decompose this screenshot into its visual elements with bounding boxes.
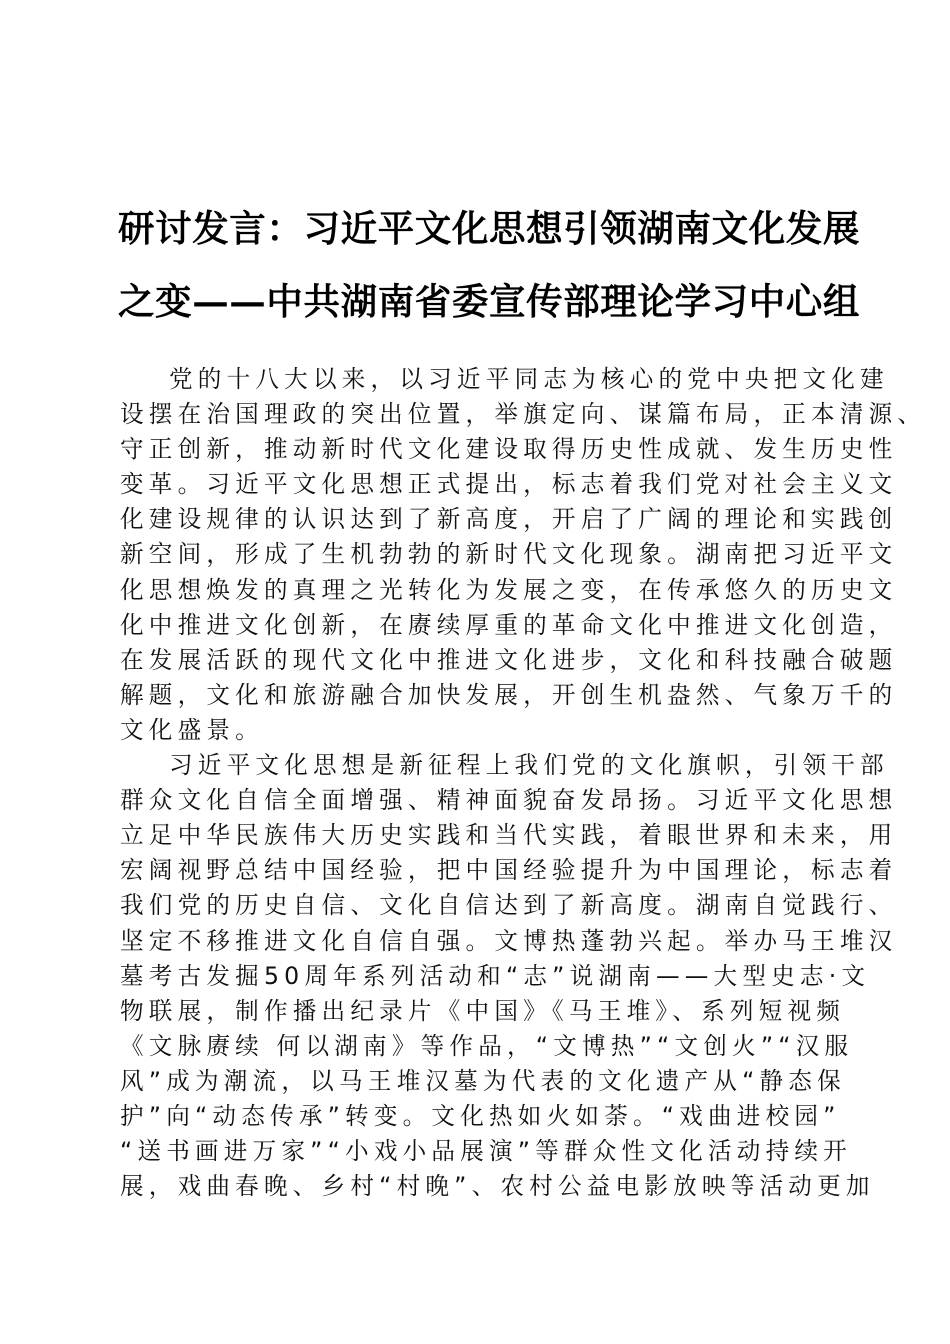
text-line: 墓考古发掘50周年系列活动和“志”说湖南——大型史志·文 [120,961,871,990]
text-line: 宏阔视野总结中国经验，把中国经验提升为中国理论，标志着 [120,856,898,885]
text-line: 化建设规律的认识达到了新高度，开启了广阔的理论和实践创 [120,505,898,534]
title-line-2: 之变——中共湖南省委宣传部理论学习中心组 [118,280,860,323]
text-line: 群众文化自信全面增强、精神面貌奋发昂扬。习近平文化思想 [120,786,898,815]
text-line: 党的十八大以来，以习近平同志为核心的党中央把文化建 [169,365,889,393]
text-line: 守正创新，推动新时代文化建设取得历史性成就、发生历史性 [120,435,898,464]
text-line: 立足中华民族伟大历史实践和当代实践，着眼世界和未来，用 [120,821,898,850]
text-line: 文化盛景。 [120,715,264,744]
text-line: 《文脉赓续 何以湖南》等作品，“文博热”“文创火”“汉服 [120,1031,854,1060]
text-line: 护”向“动态传承”转变。文化热如火如荼。“戏曲进校园” [120,1101,841,1130]
title-line-1: 研讨发言：习近平文化思想引领湖南文化发展 [118,207,860,250]
text-line: 化中推进文化创新，在赓续厚重的革命文化中推进文化创造， [120,610,898,639]
text-line: 习近平文化思想是新征程上我们党的文化旗帜，引领干部 [169,751,889,780]
text-line: 变革。习近平文化思想正式提出，标志着我们党对社会主义文 [120,470,898,499]
text-line: 坚定不移推进文化自信自强。文博热蓬勃兴起。举办马王堆汉 [120,926,898,955]
paragraph-1 [120,362,927,748]
text-line: 化思想焕发的真理之光转化为发展之变，在传承悠久的历史文 [120,575,898,604]
text-line: 展，戏曲春晚、乡村“村晚”、农村公益电影放映等活动更加 [120,1172,875,1201]
text-line: “送书画进万家”“小戏小品展演”等群众性文化活动持续开 [120,1137,852,1166]
paragraph-2 [120,748,898,1204]
document-body [120,362,927,1204]
text-line: 解题，文化和旅游融合加快发展，开创生机盎然、气象万千的 [120,680,898,709]
document-title [118,192,860,338]
text-line: 我们党的历史自信、文化自信达到了新高度。湖南自觉践行、 [120,891,898,920]
text-line: 风”成为潮流，以马王堆汉墓为代表的文化遗产从“静态保 [120,1066,846,1095]
text-line: 设摆在治国理政的突出位置，举旗定向、谋篇布局，正本清源、 [120,400,927,429]
text-line: 物联展，制作播出纪录片《中国》《马王堆》、系列短视频 [120,996,846,1025]
text-line: 新空间，形成了生机勃勃的新时代文化现象。湖南把习近平文 [120,540,898,569]
text-line: 在发展活跃的现代文化中推进文化进步，文化和科技融合破题 [120,645,898,674]
